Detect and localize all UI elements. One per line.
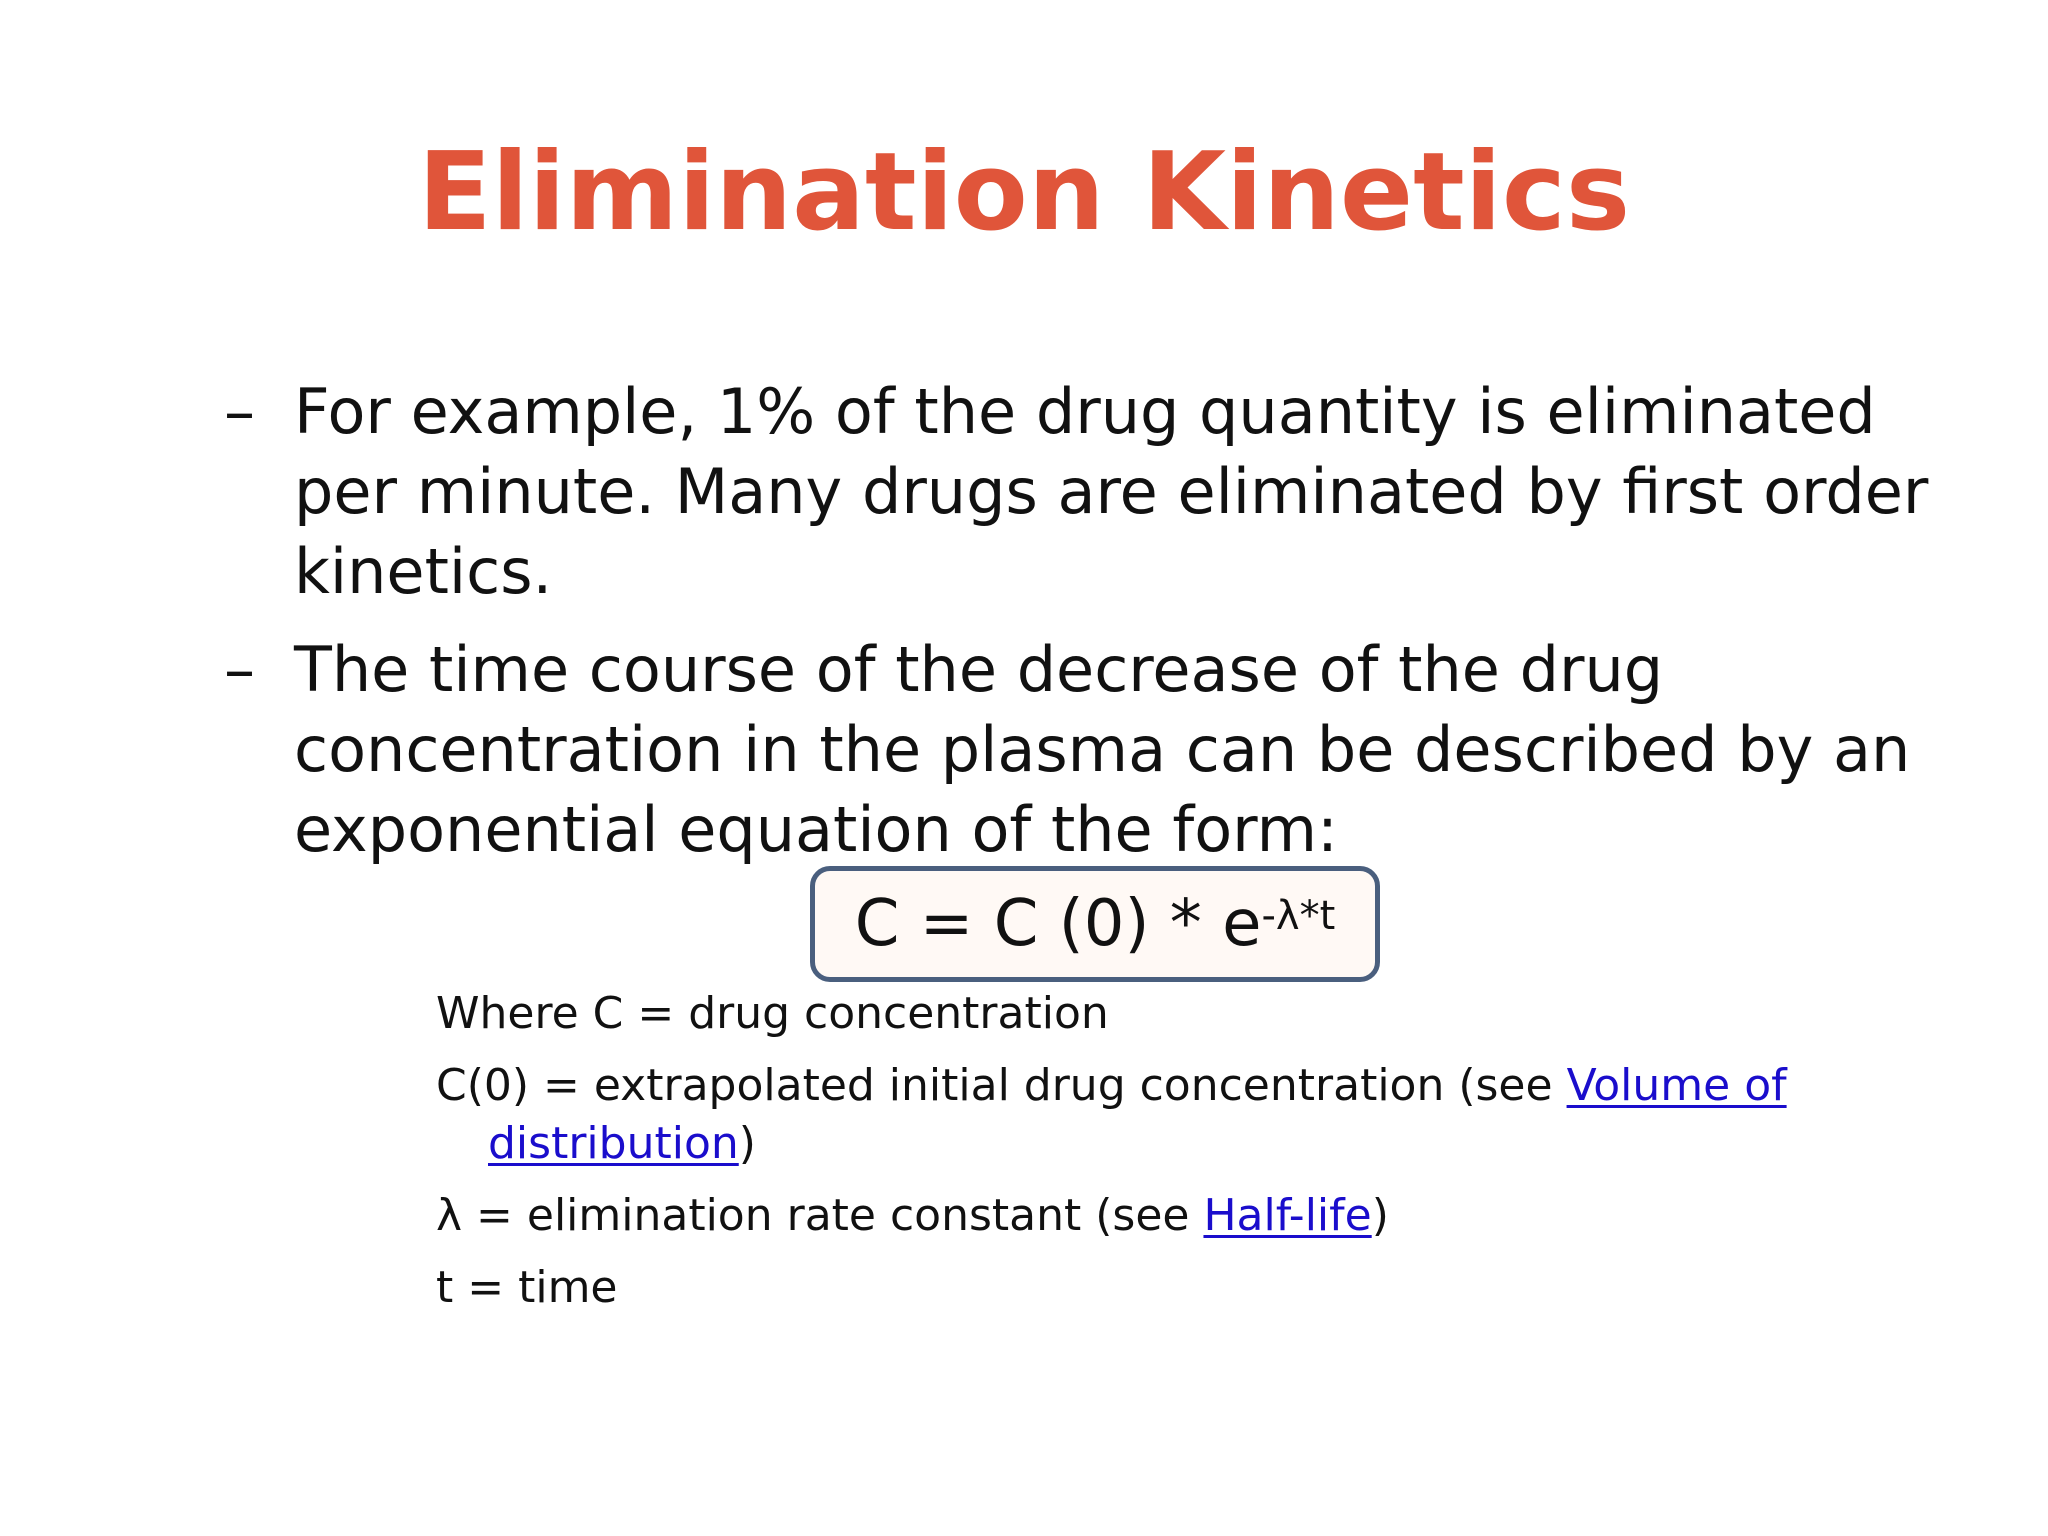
bullet-list (224, 372, 1984, 870)
definition-c: Where C = drug concentration (436, 988, 1109, 1039)
dash-marker: – (224, 633, 255, 706)
bullet-text: For example, 1% of the drug quantity is eliminated per minute. Many drugs are eliminated by first order kinetics. (294, 375, 1929, 608)
slide-title: Elimination Kinetics (417, 130, 1631, 255)
dash-marker: – (224, 375, 255, 448)
volume-of-distribution-link[interactable]: Volume of distribution (488, 1060, 1787, 1169)
definition-lambda (436, 1187, 1816, 1245)
bullet-text: The time course of the decrease of the drug concentration in the plasma can be described by an exponential equation of the form: (294, 633, 1911, 866)
formula-box (810, 866, 1380, 982)
definition-c0 (436, 1057, 1816, 1173)
definitions-list (436, 985, 1816, 1317)
bullet-item (224, 372, 1984, 612)
definition-lambda-text: λ = elimination rate constant (see (436, 1190, 1204, 1241)
definition-c0-text: C(0) = extrapolated initial drug concentration (see (436, 1060, 1567, 1111)
definition-lambda-suffix: ) (1371, 1190, 1389, 1241)
definition-t: t = time (436, 1262, 618, 1313)
bullet-item (224, 630, 1984, 870)
definition-c0-suffix: ) (738, 1118, 756, 1169)
formula-exponent: -λ*t (1261, 893, 1336, 939)
formula-base: C = C (0) * e (854, 887, 1262, 961)
half-life-link[interactable]: Half-life (1203, 1190, 1372, 1241)
